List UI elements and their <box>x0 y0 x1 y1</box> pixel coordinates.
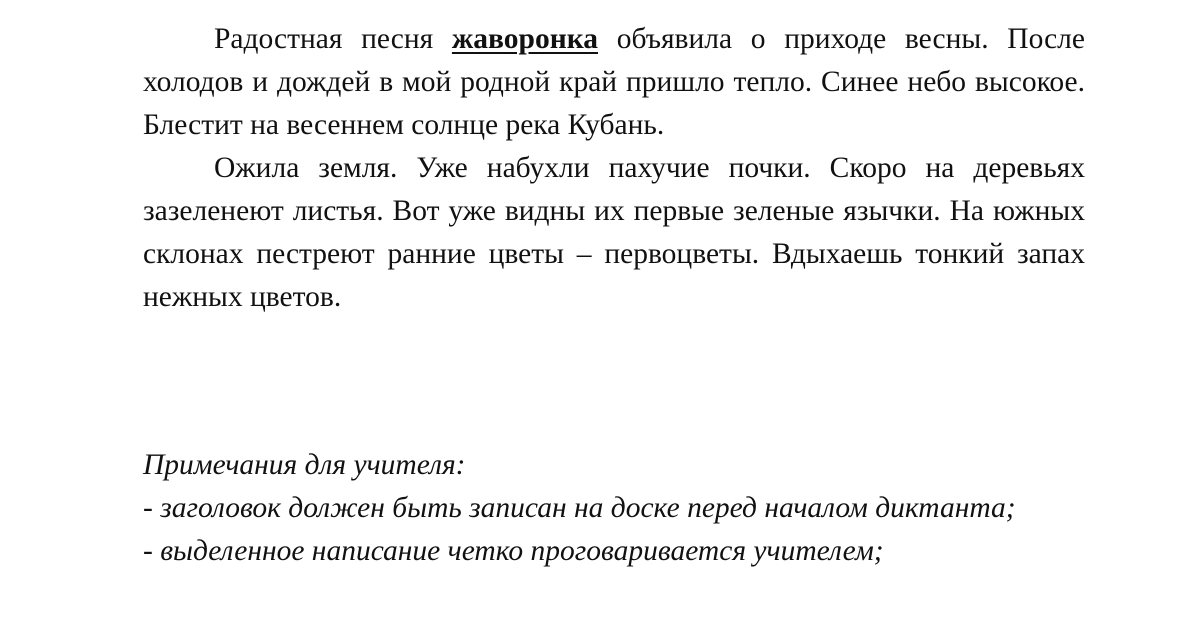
note-item-1: - заголовок должен быть записан на доске перед началом диктанта; <box>143 492 1016 524</box>
p1-before: Радостная песня <box>214 23 452 55</box>
highlighted-word: жаворонка <box>451 23 598 55</box>
paragraph-2: Ожила земля. Уже набухли пахучие почки. Скоро на деревьях зазеленеют листья. Вот уже видны их первые зеленые язычки. На южных склонах пестреют ранние цветы – первоцветы. Вдыхаешь тонкий запах нежных цветов. <box>143 152 1085 313</box>
paragraph-1 <box>143 18 1085 147</box>
teacher-notes <box>143 444 1085 573</box>
note-item-2: - выделенное написание четко проговаривается учителем; <box>143 535 884 567</box>
p1-after: объявила о приходе весны. После холодов и дождей в мой родной край пришло тепло. Синее небо высокое. Блестит на весеннем солнце река Кубань. <box>143 23 1085 141</box>
notes-title: Примечания для учителя: <box>143 449 466 481</box>
dictation-text <box>143 18 1085 319</box>
